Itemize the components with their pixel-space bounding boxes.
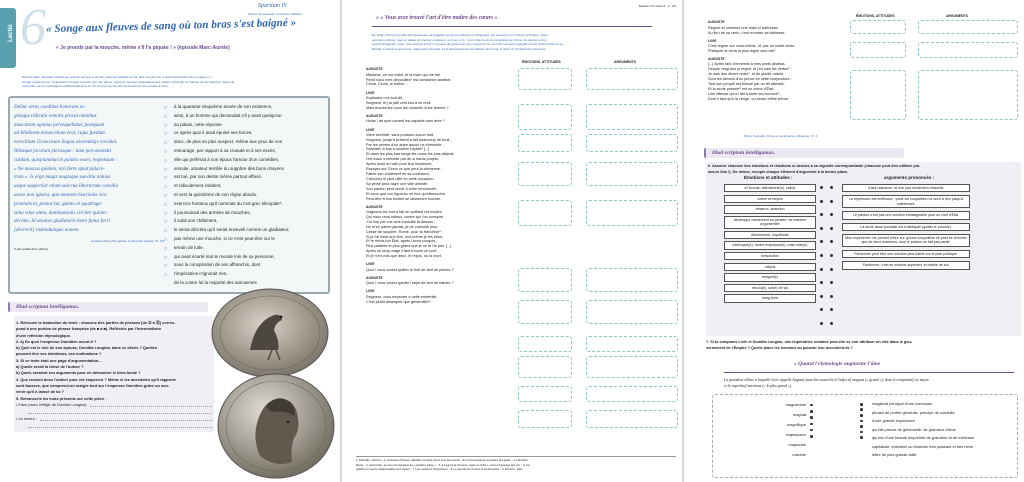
etymology-definition: magistrat principal d'une commune [872,401,933,406]
match-dot[interactable] [810,423,813,426]
verse-line: [...] Après tant d'ennemis à mes pieds abattus, [708,62,786,67]
verse-line: Madame, on me trahit, et la main qui me tue [366,72,441,77]
verse-line: Seigneur, vous emporter à cette extrémité, [366,294,438,299]
verse-line: Sont les devoirs d'un prince en cette conjoncture : [708,77,792,82]
emotion-box[interactable] [518,68,572,90]
argument-box[interactable] [918,20,1018,34]
verse-line: Son pardon peut servir à votre renommée ; [366,186,439,191]
match-dot[interactable] [830,268,833,271]
argument-option[interactable]: Le pardon n'est pas une solution envisageable pour un chef d'État. [842,211,970,219]
arguments-heading: arguments prononcés : [884,175,935,180]
verse-line: Et ceux que vos rigueurs ne font qu'effaroucher [366,191,446,196]
emotion-box[interactable] [518,336,572,352]
emotion-box[interactable] [850,20,906,34]
speaker-name: AUGUSTE [366,204,383,209]
verse-line: C'est régner sur vous-même, et, par un noble choix, [708,44,796,48]
argument-option[interactable]: Mon expérience me permet d'être sûr qu'une conjuration ne peut se terminer que de deux manières, dont le pardon ne fait pas partie. [842,234,970,247]
verse-line: Au lieu de sa vertu, c'est montrer sa faiblesse. [708,30,786,35]
match-dot[interactable] [830,200,833,203]
revers-answer-line[interactable] [40,417,212,421]
match-dot[interactable] [860,403,863,406]
etymology-definition: d'une grande importance [872,418,915,423]
def-dots [860,400,864,442]
lectio-tab: Lectio [0,8,16,68]
speaker-name: AUGUSTE [708,20,725,25]
col-header-emotions: ÉMOTIONS, ATTITUDES [856,14,895,18]
etymology-text: La grandeur d'âme à laquelle Livie appelle Auguste peut être associée à l'adjectif magnus (« grand »), dont le comparatif est major et le superlatif maximus (« le plus grand »). [724,378,930,388]
verse-line: Pratiquer la vertu la plus digne des rois⁵. [708,48,777,53]
page-header-right: Spartium IV, lectio 6 – p. 2/3 [638,4,676,8]
verse-line: Seigneur, jusqu'à présent a fait beaucoup de bruit ; [366,137,452,142]
emotion-option[interactable]: irrésolution [724,252,816,260]
match-dot[interactable] [860,431,863,434]
question-6: 6. Associe chacune des émotions et réactions ci-dessus à sa vignette correspondante (chacune peut être utilisée plu- sieurs fois !). De même, recopie chaque élément d'argument à la bonne place. [706,162,1021,336]
match-dot[interactable] [830,186,833,189]
match-dot[interactable] [830,254,833,257]
verse-line: Tout son peuple est blessé par un tel attentat, [708,82,785,87]
emotion-option[interactable]: mépris [724,263,816,271]
page-title: « Songe aux fleuves de sang où ton bras s'est baigné » [45,16,297,36]
etymology-definition: capitaliste, industriel ou financier très puissant et très riche. [872,443,974,449]
verse-line: J'ai trop par vos avis consulté là-dessus ; [366,219,436,224]
section-header-questions: Illud scriptum intelligamus. [704,148,904,158]
verse-line: Euphorbe m'a tout dit, [366,95,404,100]
verse-line: Quoi ! vous voulez quitter le fruit de tant de peines ? [366,267,454,272]
etymology-word: magnat [793,412,806,417]
definition-list [872,400,1018,460]
section-header-questions: Illud scriptum intelligamus. [8,302,208,312]
col-header-arguments: ARGUMENTS [614,60,636,64]
match-dot[interactable] [820,281,823,284]
latin-text: Delinc atros caedibus bonorum se- gnisque ridiculo remotis procul omnibus muscarum agmina persequebatur, postquam ad libidinem minus etiam erat, cujus fuedum exercitium Graecorum lingua κλινοπάλην vocabat. Illinsque jocorum plerasque : nam perconstanti cuidam, quispiammat in palatio esset, responsum : « Ne muscus quidem, nisi forte apud palace- tram ». Is ergo magis magisque saevitia nimius usque suspectior etiam suis tua libertorum consilio uxore non ignara, que amorem histrionis viro praetulerat, pomas lut, quinto et quadrage- simo vitae anno, dominationis circiter quinto- decimo. Id senatus gladiatoris more funus ferri [decrevit] radendumque nomen. Aurelius Victor (IVe siècle), Le livre des Césars, XI, 3-8 *Lutte (piallé da le (Séna). [14,104,164,252]
verse-line: Dont il faut qu'il la venge, ou cesse d'être prince. [708,96,790,101]
argument-box[interactable] [586,134,678,152]
match-dot[interactable] [830,322,833,325]
circle-markers: ○ ○ ○ ○ ○ ○ ○ ○ ○ ○ ○ ○ ○ ○ ○ ○ ○ ○ ○ ○ [164,105,168,279]
play-text [708,17,858,102]
etymology-definition: qui fait preuve de générosité, de grandeur d'âme [872,426,956,432]
match-dot[interactable] [810,416,813,419]
word-list [746,400,806,460]
verse-line: Hélas ! de quel conseil est capable mon âme ? [366,119,445,124]
argument-box[interactable] [586,356,678,378]
match-dot[interactable] [830,295,833,298]
verse-line: Cinna, Cinna, le traître… [366,82,408,87]
page-subtitle: « Je prends par la mouche, même s'il l'a piquée ! » (épisode Marc-Aurèle) [56,45,230,51]
etymology-definition: phrase de portée générale, principe de conduite [872,409,955,415]
match-dot[interactable] [810,435,813,438]
argument-box[interactable] [586,300,678,324]
argument-option[interactable]: Pardonner peut être une solution plus habile sur le plan politique. [842,250,970,258]
etymology-word: majuscule [788,442,806,447]
coin-reverse-peacock [210,288,330,378]
etymology-word: magnanime [785,402,806,407]
verse-line: Après avoir en vain puni leur insolence, [366,162,433,167]
speaker-name: LIVIE [366,289,375,294]
verse-line: Plus paisible et plus grand que je ne te l'ai pris. [...] [366,244,452,249]
big-numeral: 6 [20,0,46,56]
series-subtitle: Pouvoir de persuader, convaincre, délibérer [248,12,303,16]
emotion-option[interactable]: sang-froid [724,294,816,302]
argument-box[interactable] [586,410,678,428]
emotion-option[interactable]: à l'écoute, attentionné(e), calme [724,184,816,192]
argument-option[interactable]: La répression est inefficace : punir les coupables n'a servi à rien jusqu'à maintenant. [842,195,970,208]
question-7: 7. Si tu compares Livie et Domitia Longina, une impératrice romaine peut-elle se voir attribuer un rôle dans le gou- vernement de l'Empire ? Quelle place les hommes au pouvoir leur accordent-ils ? [706,340,913,350]
verse-line: Quoi ! vous voulez garder l'objet de tant de haines ? [366,281,454,286]
latin-footnote: *Lutte (piallé da le (Séna). [14,247,49,252]
page-middle [342,0,682,482]
questions-block: 1. Retrouve la traduction du texte : chacune des parties de phrases [de ① à ⑮] corres- pond à une portion de phrase française (de ■ à ■). Réfléchis par l'intermédiaire d'une réflexion étymologique. 2. a) De quoi l'empereur Domitien meurt-il ? b) Quel est le rôle de son épouse, Domitia Longina, dans ce décès ? Quelles peuvent être ses intentions, ses motivations ? 3. Si ce texte était une page d'argumentation... a) Quelle serait la thèse de l'auteur ? b) Quels seraient ses arguments pour en démontrer le bien-fondé ? 4. Que ressent donc l'auteur pour cet empereur ? Même si les anecdotes qu'il rapporte sont fausses, que comprend-on malgré tout sur l'empereur Domitien grâce au sou- venir qu'il a laissé de lui ? 5. Retranscris les mots présents sur cette pièce : • Face (avec l'effigie de Domitia Longina) • Le revers : [14,316,214,432]
emotion-option[interactable]: désarroi, abandon [724,205,816,213]
page-left [0,0,340,482]
argument-box[interactable] [586,162,678,186]
match-dot[interactable] [830,213,833,216]
face-answer-line-2[interactable] [28,410,212,414]
col-header-emotions: ÉMOTIONS, ATTITUDES [522,60,561,64]
word-dots [810,400,814,441]
page-title: » « Vous avez trouvé l'art d'être maître des cœurs » [376,15,498,21]
emotion-box[interactable] [518,162,572,186]
match-dot[interactable] [810,404,813,407]
argument-box[interactable] [918,70,1018,120]
verse-line: Faites son châtiment de sa confusion, [366,171,430,176]
match-dot[interactable] [860,420,863,423]
verse-line: Votre sévérité, sans produire aucun fruit, [366,132,435,137]
title-rule [372,26,652,27]
speaker-name: LIVIE [366,262,375,267]
emotion-option[interactable]: résigné(e) [724,273,816,281]
etymology-definition: lettre de plus grande taille [872,452,917,457]
match-dot[interactable] [830,308,833,311]
match-dot[interactable] [820,213,823,216]
verse-line: Et la seule pensée⁸ est un crime d'État, [708,86,775,91]
speaker-name: LIVIE [366,90,375,95]
verse-line: Ont voulu s'ennoblir par de si hauts projets. [366,157,439,162]
verse-line: Et dans les plus bas rangs les noms les plus abjects [366,152,454,157]
verse-line: Salvidien à bas a soulevé Lépide² [...] [366,147,430,152]
series-label: Spartium IV [258,3,288,9]
match-dot[interactable] [830,227,833,230]
etymology-rule [724,372,1014,373]
revers-answer-line-2[interactable] [28,424,212,428]
etymology-word: magnifique [786,422,806,427]
speaker-name: LIVIE [708,38,717,43]
verse-line: Peut-être à vos bontés se laisseront toucher. [366,196,442,201]
speaker-name: AUGUSTE [366,114,383,119]
emotion-box[interactable] [518,410,572,428]
verse-line: Je sais leur divers ordre⁷, et de quelle nature [708,72,784,77]
emotion-box[interactable] [518,200,572,226]
emotions-list [724,184,816,305]
play-text [366,64,516,304]
argument-box[interactable] [586,68,678,90]
emotion-box[interactable] [518,268,572,292]
latin-source: Aurelius Victor (IVe siècle), Le livre des Césars, XI, 3-8 [91,238,164,243]
match-dot[interactable] [820,308,823,311]
verse-line: Cherchez le plus utile en cette occasion : [366,176,436,181]
speaker-name: LIVIE [366,127,375,132]
verse-line: Si je t'ai mise aux fers, moi-même je les brise, [366,234,444,239]
page-right [684,0,1024,482]
verse-line: Après un long orage il faut trouver un port ; [366,249,439,254]
argument-option[interactable]: Il faut raisonner, et non pas seulement ressentir. [842,184,970,192]
argument-box[interactable] [586,104,678,130]
match-dot[interactable] [820,240,823,243]
verse-line: Une offense qu'on fait à toute sa province⁹, [708,91,781,96]
verse-line: Régner et caresser une main si traîtresse, [708,25,779,30]
verse-line: Gagnons-les tout à fait en quittant cet empire [366,210,442,214]
speaker-name: AUGUSTE [366,67,383,72]
french-text: à la quarante-cinquième année de son existence, ainsi, à un homme qui demandait s'il y avait quelqu'un au palais, cette réponse ce après quoi il avait épuisé ses forces, donc, de plus en plus suspect, même aux yeux de son entourage, par rapport à sa cruauté et à ses excès, elle qui préférait à son époux l'amour d'un comédien, ensuite, amateur terrible du supplice des bons citoyens est tué, par son destin même partout effacé. et ridiculement indolent, et vers la quinzième de son règne absolu. exercice honteux qu'il nommait du mot grec klinopale*. il poursuivait des armées de mouches, il subit son châtiment, le sénat décréta qu'il serait enseveli comme un gladiateur, pas même une mouche, si ce n'est peut-être sur le terrain de lutte. qui avait écarté tout le monde loin de sa personne, sous la conspiration de ses affranchis, dont l'impératrice n'ignorait rien, de la contre lui la majorité des sarcasmes [174,104,290,285]
match-dot[interactable] [860,436,863,439]
arguments-list [842,184,970,273]
match-dots-left [820,184,824,336]
emotion-option[interactable]: résolu(e), sûr(e) de soi [724,284,816,292]
match-dot[interactable] [860,425,863,428]
emotion-option[interactable]: colère et mépris [724,195,816,203]
argument-box[interactable] [586,268,678,292]
match-dot[interactable] [820,295,823,298]
match-dot[interactable] [860,414,863,417]
match-dot[interactable] [820,268,823,271]
verse-line: Essayez sur Cinna ce que peut la clémence ; [366,167,442,172]
coin-face-empress [216,372,336,480]
verse-line: Par les peines d'un autre aucun ne s'intimide : [366,142,444,147]
match-dot[interactable] [810,410,813,413]
etymology-word: maxime [792,452,806,457]
argument-box[interactable] [586,336,678,352]
argument-box[interactable] [586,200,678,226]
speaker-name: AUGUSTE [366,275,383,280]
verse-line: Et je n'en vois que deux, le repos, ou la mort. [366,254,442,259]
verse-line: Rend sous mes dépouilles¹ ma constance abattue. [366,77,452,82]
verse-line: Seigneur, et j'ai pâli cent fois à ce récit. [366,100,432,105]
footnotes: 1. Dépouille : obscurci · 2. Lieutenant d'Octave, Salvidien conspira contre lui et fut exécuté ; sa mort provoqua la conjuration de Lépide. · 3. Franchise : liberté. · 4. Générosité : au sens étymologique de « grandeur d'âme ». · 5. Il s'agit de la clémence, jugée au XVIIe s. comme l'apanage des rois. · 6. Les qualités et moyens indispensables pour régner. · 7. Leur existence d'importance. · 8. Le seul fait de convenir et sa démarche. · 9. Province : État. [356,456,676,473]
emotion-option[interactable]: interloqué(e), moins méprisant(e), mais irrité(e) [724,241,816,249]
intro-block: En 1642, Pierre Corneille fait représenter sa tragédie Cinna (ou Clémence d'Auguste), qui emprunte son thème à l'histoire. Nous sommes à Rome, dans le palais du premier empereur, en 6 av. J.-C., il est informé de la conjuration de Cinna. Ce dernier est un proche d'Auguste, mais s'est associé à tout un groupe de personnes qui conspirent sa mort (l'un de leurs objectifs est de rendre à Rome sa liberté). Lorsque la gouverne, apprend la nouvelle, il est désemparé par la trahison de Cinna. À l'acte IV, l'impératrice intervient : [372,33,563,51]
verse-line: Ne m'en parlez jamais, je ne consulte plus. [366,224,439,229]
emotion-option[interactable]: étonnement, inquiétude [724,231,816,239]
match-dot[interactable] [830,240,833,243]
verse-line: Mais écouteriez-vous les conseils d'une femme ? [366,105,449,110]
etymology-word: majestueux [786,432,806,437]
emotion-box[interactable] [518,356,572,378]
match-dot[interactable] [820,322,823,325]
emotion-box[interactable] [518,386,572,402]
emotions-heading: Émotions et attitudes : [744,175,793,180]
verse-line: Depuis vingt ans je règne, et j'en sais les vertus⁶ ; [708,67,792,72]
argument-option[interactable]: Pardonner, c'est se montrer supérieur et maître de soi. [842,261,970,269]
etymology-title: » Quand l'étymologie augmente l'âme [794,361,881,367]
verse-line: Et te rends ton État, après l'avoir conquis, [366,239,437,244]
verse-line: Qui nous rend odieux, contre qui l'on conspire. [366,214,445,219]
match-dot[interactable] [820,227,823,230]
emotion-box[interactable] [850,42,906,58]
match-dot[interactable] [820,186,823,189]
verse-line: Cesse de soupirer, Rome, pour ta franchise³ : [366,229,443,234]
face-answer-line[interactable] [90,403,212,407]
match-dots-right [830,184,834,336]
match-dot[interactable] [820,254,823,257]
emotion-box[interactable] [850,70,906,120]
argument-box[interactable] [918,42,1018,58]
emotion-box[interactable] [518,104,572,130]
etymology-definition: qui est d'une beauté empreinte de grandeur et de noblesse. [872,435,975,440]
emotion-option[interactable]: développe calmement sa pensée, de manière argumentée [724,216,816,229]
argument-option[interactable]: La seule issue possible est d'abdiquer (quitter le pouvoir). [842,223,970,231]
verse-line: Sa peine peut aigrir une ville animée, [366,181,429,186]
speaker-name: AUGUSTE [708,57,725,62]
emotion-box[interactable] [518,134,572,152]
play-source: Pierre Corneille, Cinna ou la clémence d'Auguste, IV, 3 [744,134,817,138]
match-dot[interactable] [820,200,823,203]
verse-line: C'est plutôt désespoir que générosité⁴. [366,299,432,304]
col-header-arguments: ARGUMENTS [946,14,968,18]
match-dot[interactable] [810,429,813,432]
argument-box[interactable] [586,386,678,402]
match-dot[interactable] [830,281,833,284]
match-dot[interactable] [860,408,863,411]
intro-block: Père de Dieu, Domitien accède au pouvoir lorsque à dernier avant de maladie en 81. Dès ses plus tôt, il avait épousé Domitia Longina. Le couple s'entend mal ; l'impératrice trompe ouvertement son époux, ingrat et menteur particulièrement violent. Il finit par la chasser de sa chambre, avant de reprendre son ex-compagnie traditionnellement en 93. Il meurt au dernier de Antonines ses années à vivre. [22,75,235,88]
emotion-box[interactable] [518,300,572,324]
